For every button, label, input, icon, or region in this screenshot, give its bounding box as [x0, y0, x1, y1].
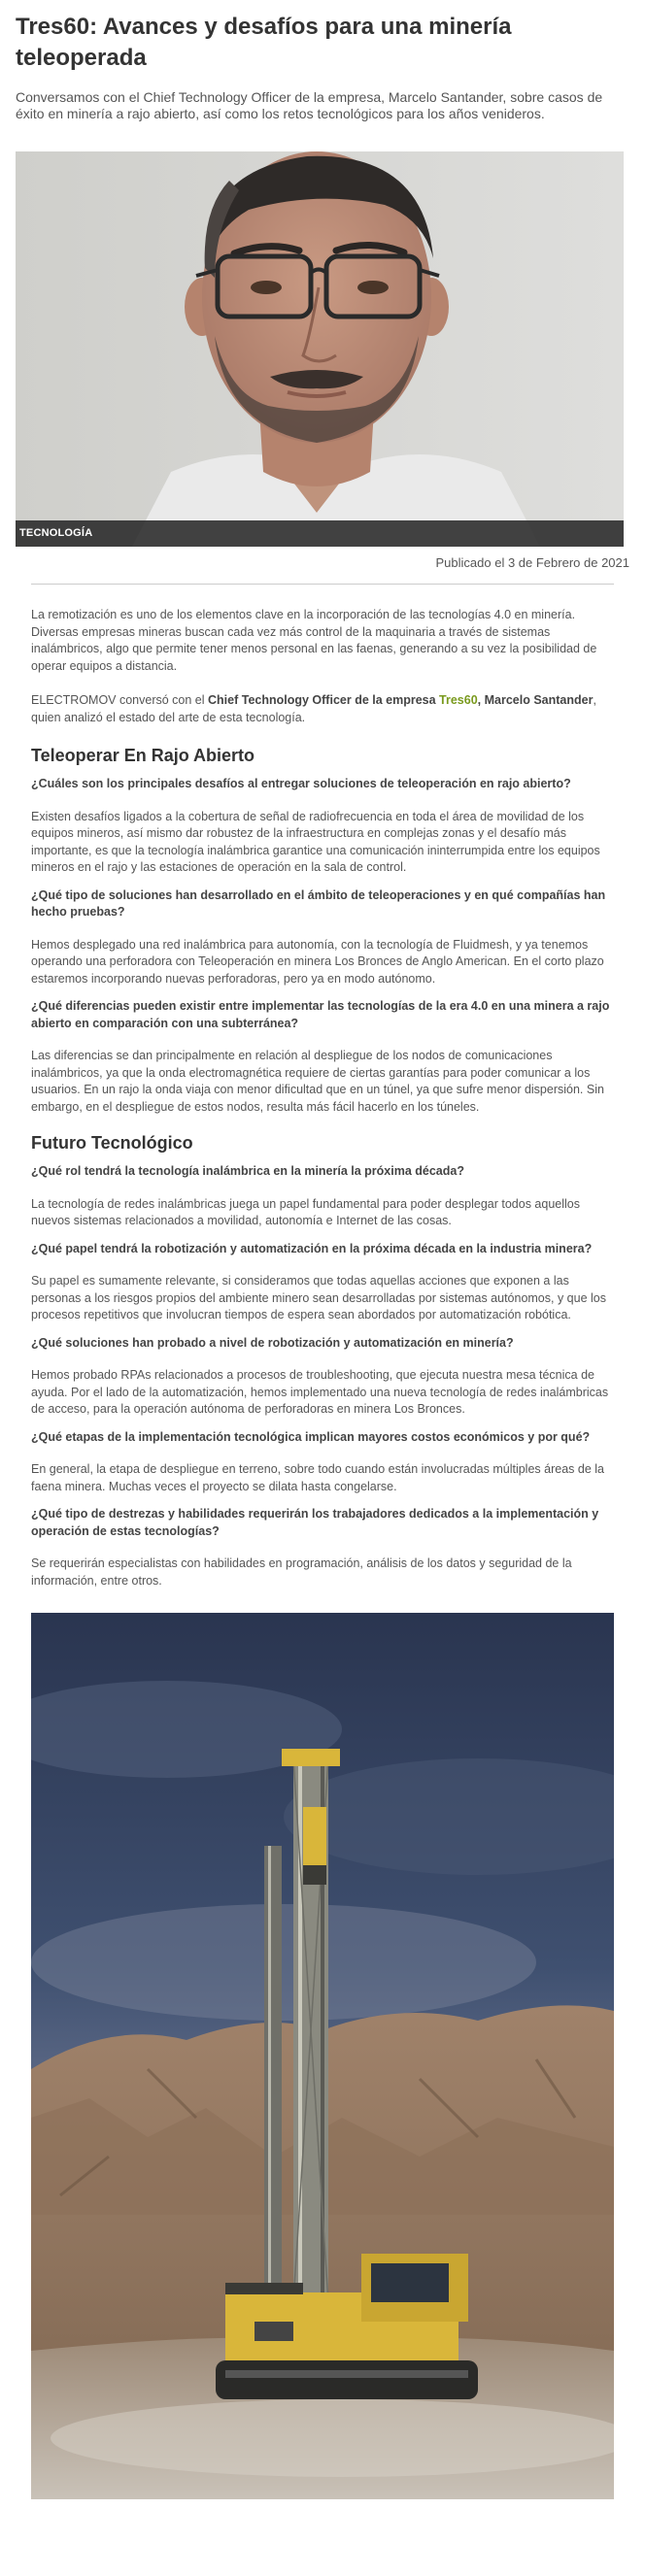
lead-strong-1: Chief Technology Officer de la empresa [208, 693, 440, 707]
article-header [0, 0, 645, 122]
answer-2: Hemos desplegado una red inalámbrica para autonomía, con la tecnología de Fluidmesh, y ya tenemos operando una perforadora con Teleoperación en minera Los Bronces de Anglo American. En el corto plazo estaremos incorporando nuevas perforadoras, pero ya en modo autónomo. [31, 937, 604, 986]
lead-text-2: , quien analizó el estado del arte de esta tecnología. [31, 693, 596, 724]
lead-paragraph [31, 692, 614, 726]
intro-paragraph: La remotización es uno de los elementos clave en la incorporación de las tecnologías 4.0 en minería. Diversas empresas mineras buscan cada vez más control de la maquinaria a través de sistemas inalámbricos, algo que permite tener menos personal en las faenas, generando a su vez la posibilidad de operar equipos a distancia. [31, 608, 597, 673]
category-badge[interactable]: TECNOLOGÍA [16, 520, 624, 547]
article-title: Tres60: Avances y desafíos para una minería teleoperada [16, 14, 512, 71]
section-heading-rajo: Teleoperar En Rajo Abierto [31, 746, 255, 765]
portrait-photo [16, 151, 624, 547]
answer-1: Existen desafíos ligados a la cobertura de señal de radiofrecuencia en toda el área de movilidad de los equipos mineros, así mismo dar robustez de la infraestructura en complejas zonas y el desafío más importante, es que la tecnología inalámbrica garantice una comunicación ininterrumpida entre los equipos mineros en el rajo y las estaciones de operación en la sala de control. [31, 809, 600, 874]
lead-strong-2: , Marcelo Santander [477, 693, 594, 707]
answer-6: Hemos probado RPAs relacionados a procesos de troubleshooting, que ejecuta nuestra mesa técnica de ayuda. Por el lado de la automatización, hemos implementado una nueva tecnología de redes inalámbricas de acceso, para la operación autónoma de perforadoras en minera Los Bronces. [31, 1368, 609, 1416]
question-8: ¿Qué tipo de destrezas y habilidades requerirán los trabajadores dedicados a la implementación y operación de estas tecnologías? [31, 1507, 599, 1538]
question-6: ¿Qué soluciones han probado a nivel de robotización y automatización en minería? [31, 1335, 514, 1350]
question-2: ¿Qué tipo de soluciones han desarrollado en el ámbito de teleoperaciones y en qué compañías han hecho pruebas? [31, 887, 606, 919]
question-5: ¿Qué papel tendrá la robotización y automatización en la próxima década en la industria minera? [31, 1241, 593, 1255]
answer-8: Se requerirán especialistas con habilidades en programación, análisis de los datos y seguridad de la información, entre otros. [31, 1556, 572, 1588]
answer-4: La tecnología de redes inalámbricas juega un papel fundamental para poder desplegar todos aquellos nuevos sistemas relacionados a movilidad, autonomía e Internet de las cosas. [31, 1196, 580, 1227]
section-heading-futuro: Futuro Tecnológico [31, 1133, 193, 1153]
article-subtitle: Conversamos con el Chief Technology Officer de la empresa, Marcelo Santander, sobre casos de éxito en minería a rajo abierto, así como los retos tecnológicos para los años venideros. [16, 89, 603, 121]
hero-image [16, 151, 624, 547]
answer-7: En general, la etapa de despliegue en terreno, sobre todo cuando están involucradas múltiples áreas de la faena minera. Muchas veces el proyecto se dilata hasta congelarse. [31, 1462, 604, 1493]
answer-5: Su papel es sumamente relevante, si consideramos que todas aquellas acciones que exponen a las personas a los riesgos propios del ambiente minero sean desarrolladas por sistemas autónomos, y que los procesos repetitivos que involucran tiempos de espera sean abordados por automatización robótica. [31, 1274, 606, 1321]
drill-rig-photo [31, 1613, 614, 2499]
drill-rig-image [31, 1613, 614, 2499]
lead-text-1: ELECTROMOV conversó con el [31, 693, 209, 707]
answer-3: Las diferencias se dan principalmente en relación al despliegue de los nodos de comunicaciones inalámbricos, ya que la onda electromagnética requiere de ciertas garantías para poder comunicar a los usuarios. En un rajo la onda viaja con menor dificultad que en un túnel, ya que sufre menor dispersión. Sin embargo, en el despliegue de estos nodos, resulta más fácil hacerlo en los túneles. [31, 1049, 604, 1114]
question-7: ¿Qué etapas de la implementación tecnológica implican mayores costos económicos y por qué? [31, 1429, 591, 1444]
article-body [0, 607, 645, 1589]
divider [31, 584, 614, 585]
publish-date: Publicado el 3 de Febrero de 2021 [435, 555, 629, 570]
tres60-link[interactable]: Tres60 [439, 693, 478, 707]
question-4: ¿Qué rol tendrá la tecnología inalámbrica en la minería la próxima década? [31, 1164, 464, 1178]
question-3: ¿Qué diferencias pueden existir entre implementar las tecnologías de la era 4.0 en una minera a rajo abierto en comparación con una subterránea? [31, 999, 610, 1030]
question-1: ¿Cuáles son los principales desafíos al entregar soluciones de teleoperación en rajo abierto? [31, 777, 571, 790]
